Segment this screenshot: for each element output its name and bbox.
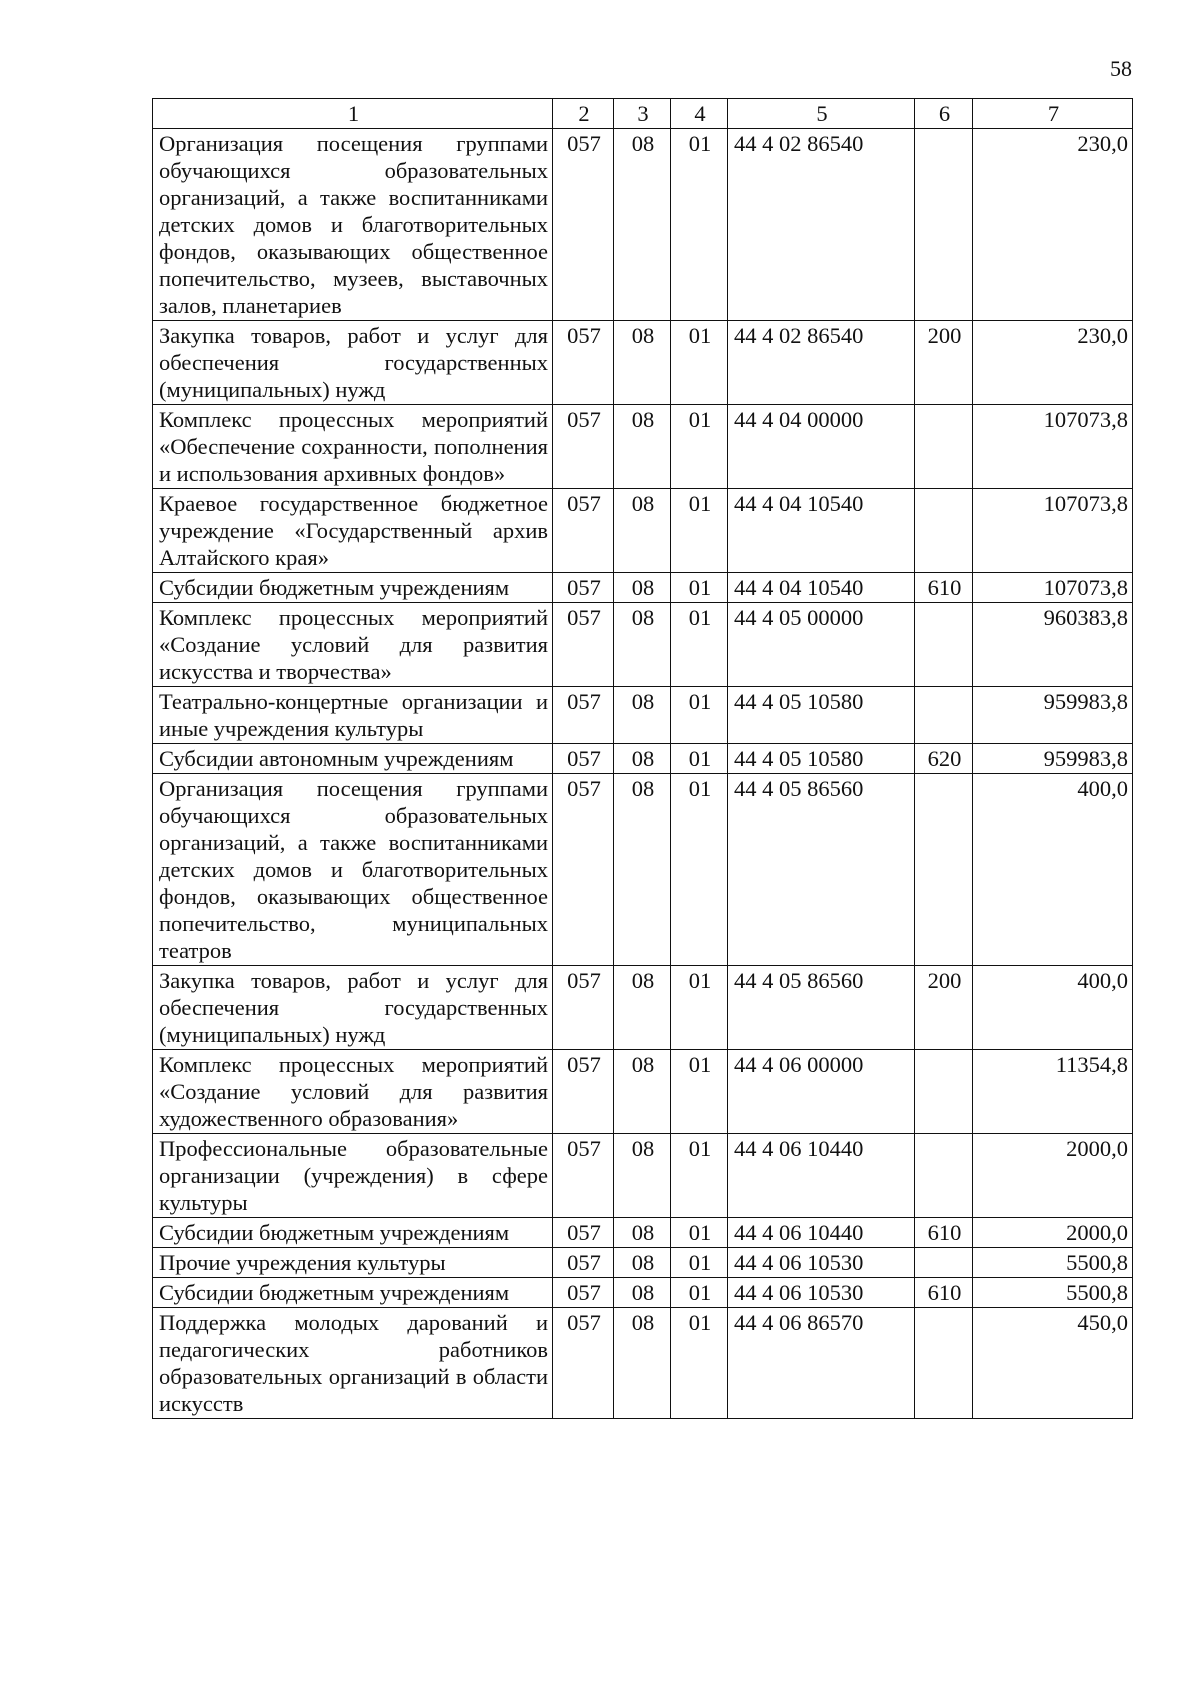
row-subsection-cell: 01 [671, 1248, 728, 1278]
row-section-cell: 08 [614, 966, 671, 1050]
row-expense-type-cell: 610 [915, 1218, 973, 1248]
row-amount-cell: 107073,8 [973, 405, 1133, 489]
row-target-article-cell: 44 4 05 10580 [728, 687, 915, 744]
column-header-6: 6 [915, 99, 973, 129]
row-amount-cell: 107073,8 [973, 489, 1133, 573]
row-target-article-cell: 44 4 04 10540 [728, 489, 915, 573]
row-target-article-cell: 44 4 06 10440 [728, 1134, 915, 1218]
row-amount-cell: 107073,8 [973, 573, 1133, 603]
row-expense-type-cell [915, 1134, 973, 1218]
row-subsection-cell: 01 [671, 1218, 728, 1248]
row-expense-type-cell [915, 405, 973, 489]
row-name-cell: Организация посещения группами обучающихся образовательных организаций, а также воспитанниками детских домов и благотворительных фондов, оказывающих общественное попечительство, муниципальных театров [153, 774, 553, 966]
row-name-cell: Комплекс процессных мероприятий «Создание условий для развития искусства и творчества» [153, 603, 553, 687]
row-target-article-cell: 44 4 05 86560 [728, 966, 915, 1050]
row-expense-type-cell [915, 489, 973, 573]
row-expense-type-cell [915, 1050, 973, 1134]
row-admin-code-cell: 057 [553, 1248, 614, 1278]
budget-table [152, 98, 1133, 1419]
row-expense-type-cell [915, 129, 973, 321]
row-section-cell: 08 [614, 129, 671, 321]
row-target-article-cell: 44 4 06 00000 [728, 1050, 915, 1134]
row-amount-cell: 959983,8 [973, 687, 1133, 744]
row-admin-code-cell: 057 [553, 774, 614, 966]
row-admin-code-cell: 057 [553, 1134, 614, 1218]
table-row [153, 1278, 1133, 1308]
row-amount-cell: 450,0 [973, 1308, 1133, 1419]
row-amount-cell: 400,0 [973, 774, 1133, 966]
row-name-cell: Субсидии бюджетным учреждениям [153, 573, 553, 603]
row-target-article-cell: 44 4 04 00000 [728, 405, 915, 489]
row-amount-cell: 230,0 [973, 129, 1133, 321]
column-header-1: 1 [153, 99, 553, 129]
row-target-article-cell: 44 4 06 86570 [728, 1308, 915, 1419]
row-target-article-cell: 44 4 06 10530 [728, 1248, 915, 1278]
row-expense-type-cell: 610 [915, 1278, 973, 1308]
table-row [153, 1218, 1133, 1248]
row-subsection-cell: 01 [671, 774, 728, 966]
row-name-cell: Театрально-концертные организации и иные учреждения культуры [153, 687, 553, 744]
table-header-row [153, 99, 1133, 129]
row-name-cell: Субсидии бюджетным учреждениям [153, 1278, 553, 1308]
row-name-cell: Краевое государственное бюджетное учреждение «Государственный архив Алтайского края» [153, 489, 553, 573]
row-amount-cell: 2000,0 [973, 1218, 1133, 1248]
row-name-cell: Поддержка молодых дарований и педагогических работников образовательных организаций в области искусств [153, 1308, 553, 1419]
row-section-cell: 08 [614, 774, 671, 966]
column-header-7: 7 [973, 99, 1133, 129]
row-section-cell: 08 [614, 1308, 671, 1419]
row-admin-code-cell: 057 [553, 573, 614, 603]
column-header-2: 2 [553, 99, 614, 129]
column-header-5: 5 [728, 99, 915, 129]
row-section-cell: 08 [614, 603, 671, 687]
table-row [153, 966, 1133, 1050]
table-row [153, 405, 1133, 489]
row-name-cell: Прочие учреждения культуры [153, 1248, 553, 1278]
row-name-cell: Субсидии автономным учреждениям [153, 744, 553, 774]
row-amount-cell: 5500,8 [973, 1278, 1133, 1308]
row-admin-code-cell: 057 [553, 687, 614, 744]
row-section-cell: 08 [614, 744, 671, 774]
row-section-cell: 08 [614, 687, 671, 744]
table-row [153, 321, 1133, 405]
row-section-cell: 08 [614, 573, 671, 603]
row-expense-type-cell: 200 [915, 966, 973, 1050]
table-row [153, 1134, 1133, 1218]
row-name-cell: Организация посещения группами обучающихся образовательных организаций, а также воспитанниками детских домов и благотворительных фондов, оказывающих общественное попечительство, музеев, выставочных залов, планетариев [153, 129, 553, 321]
column-header-3: 3 [614, 99, 671, 129]
row-section-cell: 08 [614, 1218, 671, 1248]
row-target-article-cell: 44 4 02 86540 [728, 129, 915, 321]
row-target-article-cell: 44 4 06 10530 [728, 1278, 915, 1308]
row-section-cell: 08 [614, 1278, 671, 1308]
row-target-article-cell: 44 4 06 10440 [728, 1218, 915, 1248]
row-subsection-cell: 01 [671, 489, 728, 573]
row-amount-cell: 400,0 [973, 966, 1133, 1050]
row-subsection-cell: 01 [671, 1050, 728, 1134]
row-name-cell: Закупка товаров, работ и услуг для обеспечения государственных (муниципальных) нужд [153, 321, 553, 405]
table-row [153, 1248, 1133, 1278]
row-section-cell: 08 [614, 1050, 671, 1134]
row-name-cell: Профессиональные образовательные организации (учреждения) в сфере культуры [153, 1134, 553, 1218]
row-subsection-cell: 01 [671, 687, 728, 744]
row-name-cell: Комплекс процессных мероприятий «Создание условий для развития художественного образования» [153, 1050, 553, 1134]
table-body [153, 129, 1133, 1419]
row-section-cell: 08 [614, 321, 671, 405]
row-amount-cell: 960383,8 [973, 603, 1133, 687]
table-row [153, 744, 1133, 774]
row-expense-type-cell: 610 [915, 573, 973, 603]
row-subsection-cell: 01 [671, 603, 728, 687]
table-row [153, 1050, 1133, 1134]
row-target-article-cell: 44 4 05 86560 [728, 774, 915, 966]
page-number: 58 [1110, 56, 1132, 81]
row-subsection-cell: 01 [671, 1134, 728, 1218]
table-row [153, 489, 1133, 573]
table-row [153, 774, 1133, 966]
row-admin-code-cell: 057 [553, 129, 614, 321]
row-subsection-cell: 01 [671, 1308, 728, 1419]
row-name-cell: Комплекс процессных мероприятий «Обеспечение сохранности, пополнения и использования архивных фондов» [153, 405, 553, 489]
table-row [153, 129, 1133, 321]
row-amount-cell: 11354,8 [973, 1050, 1133, 1134]
row-subsection-cell: 01 [671, 405, 728, 489]
row-subsection-cell: 01 [671, 573, 728, 603]
row-section-cell: 08 [614, 405, 671, 489]
table-row [153, 687, 1133, 744]
column-header-4: 4 [671, 99, 728, 129]
row-target-article-cell: 44 4 04 10540 [728, 573, 915, 603]
row-expense-type-cell [915, 687, 973, 744]
row-admin-code-cell: 057 [553, 1308, 614, 1419]
row-admin-code-cell: 057 [553, 966, 614, 1050]
row-section-cell: 08 [614, 1134, 671, 1218]
row-section-cell: 08 [614, 489, 671, 573]
row-expense-type-cell [915, 774, 973, 966]
row-admin-code-cell: 057 [553, 321, 614, 405]
row-name-cell: Закупка товаров, работ и услуг для обеспечения государственных (муниципальных) нужд [153, 966, 553, 1050]
row-subsection-cell: 01 [671, 1278, 728, 1308]
row-admin-code-cell: 057 [553, 1278, 614, 1308]
row-amount-cell: 2000,0 [973, 1134, 1133, 1218]
row-admin-code-cell: 057 [553, 405, 614, 489]
row-admin-code-cell: 057 [553, 489, 614, 573]
row-admin-code-cell: 057 [553, 1050, 614, 1134]
row-expense-type-cell [915, 1248, 973, 1278]
row-admin-code-cell: 057 [553, 1218, 614, 1248]
row-subsection-cell: 01 [671, 744, 728, 774]
row-subsection-cell: 01 [671, 321, 728, 405]
row-target-article-cell: 44 4 05 10580 [728, 744, 915, 774]
row-target-article-cell: 44 4 02 86540 [728, 321, 915, 405]
row-target-article-cell: 44 4 05 00000 [728, 603, 915, 687]
row-admin-code-cell: 057 [553, 744, 614, 774]
row-subsection-cell: 01 [671, 129, 728, 321]
row-amount-cell: 230,0 [973, 321, 1133, 405]
row-subsection-cell: 01 [671, 966, 728, 1050]
row-amount-cell: 959983,8 [973, 744, 1133, 774]
row-name-cell: Субсидии бюджетным учреждениям [153, 1218, 553, 1248]
row-expense-type-cell [915, 603, 973, 687]
row-admin-code-cell: 057 [553, 603, 614, 687]
table-row [153, 1308, 1133, 1419]
row-expense-type-cell: 620 [915, 744, 973, 774]
table-row [153, 573, 1133, 603]
row-expense-type-cell [915, 1308, 973, 1419]
row-section-cell: 08 [614, 1248, 671, 1278]
row-amount-cell: 5500,8 [973, 1248, 1133, 1278]
row-expense-type-cell: 200 [915, 321, 973, 405]
table-row [153, 603, 1133, 687]
